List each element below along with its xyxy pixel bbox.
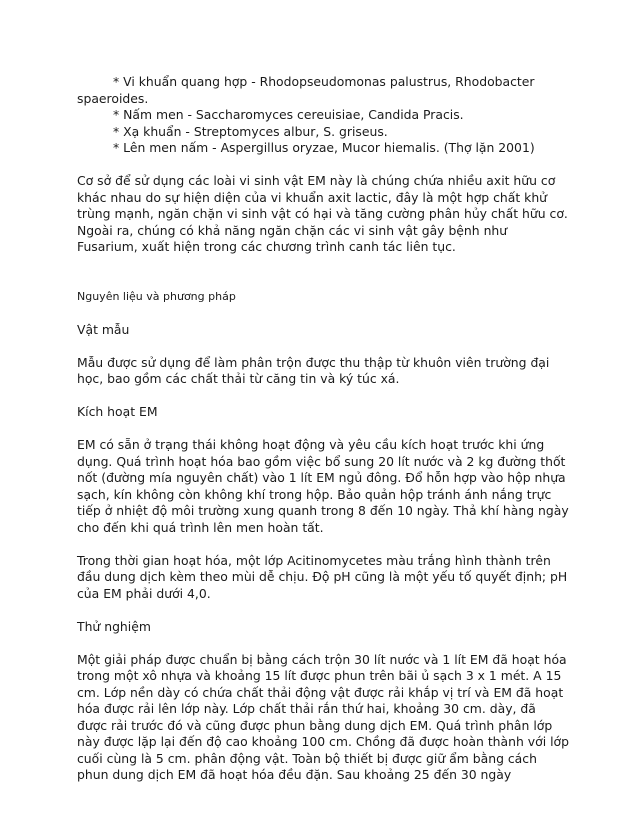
activation-paragraph-2: Trong thời gian hoạt hóa, một lớp Acitinomycetes màu trắng hình thành trên đầu dung dịch kèm theo mùi dễ chịu. Độ pH cũng là một yếu tố quyết định; pH của EM phải dưới 4,0. [77,552,568,601]
intro-paragraph: Cơ sở để sử dụng các loài vi sinh vật EM này là chúng chứa nhiều axit hữu cơ khác nhau do sự hiện diện của vi khuẩn axit lactic, đây là một hợp chất khử trùng mạnh, ngăn chặn vi sinh vật có hại và tăng cường phân hủy chất hữu cơ. Ngoài ra, chúng có khả năng ngăn chặn các vi sinh vật gây bệnh như Fusarium, xuất hiện trong các chương trình canh tác liên tục. [77,173,568,254]
activation-paragraph: EM có sẵn ở trạng thái không hoạt động và yêu cầu kích hoạt trước khi ứng dụng. Quá trình hoạt hóa bao gồm việc bổ sung 20 lít nước và 2 kg đường thốt nốt (đường mía nguyên chất) vào 1 lít EM ngủ đông. Đổ hỗn hợp vào hộp nhựa sạch, kín không còn không khí trong hộp. Bảo quản hộp tránh ánh nắng trực tiếp ở nhiệt độ môi trường xung quanh trong 8 đến 10 ngày. Thả khí hàng ngày cho đến khi quá trình lên men hoàn tất. [77,437,569,535]
list-item: * Vi khuẩn quang hợp - Rhodopseudomonas palustrus, Rhodobacter spaeroides. [77,74,535,106]
microorganism-list [77,74,569,157]
test-paragraph: Một giải pháp được chuẩn bị bằng cách trộn 30 lít nước và 1 lít EM đã hoạt hóa trong một xô nhựa và khoảng 15 lít được phun trên bãi ủ sạch 3 x 1 mét. A 15 cm. Lớp nền dày có chứa chất thải động vật được rải khắp vị trí và EM đã hoạt hóa được rải lên lớp này. Lớp chất thải rắn thứ hai, khoảng 30 cm. dày, đã được rải trước đó và cũng được phun bằng dung dịch EM. Quá trình phân lớp này được lặp lại đến độ cao khoảng 100 cm. Chồng đã được hoàn thành với lớp cuối cùng là 5 cm. phân động vật. Toàn bộ thiết bị được giữ ẩm bằng cách phun dung dịch EM đã hoạt hóa đều đặn. Sau khoảng 25 đến 30 ngày [77,651,569,782]
list-item: * Lên men nấm - Aspergillus oryzae, Mucor hiemalis. (Thợ lặn 2001) [113,140,535,155]
document-body [77,74,569,784]
sample-heading: Vật mẫu [77,321,130,337]
test-heading: Thử nghiệm [77,618,151,634]
sample-paragraph: Mẫu được sử dụng để làm phân trộn được thu thập từ khuôn viên trường đại học, bao gồm các chất thải từ căng tin và ký túc xá. [77,354,550,386]
list-item: * Xạ khuẩn - Streptomyces albur, S. griseus. [113,123,388,139]
list-item: * Nấm men - Saccharomyces cereuisiae, Candida Pracis. [113,107,464,122]
activation-heading: Kích hoạt EM [77,404,158,419]
section-heading: Nguyên liệu và phương pháp [77,289,236,303]
